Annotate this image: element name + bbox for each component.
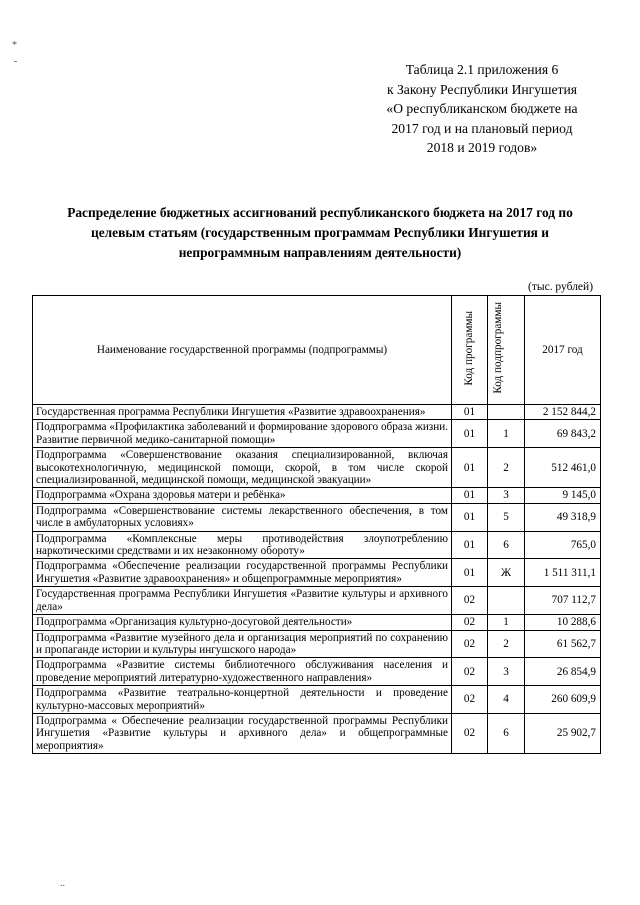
scan-mark-bottom: .. <box>60 878 65 889</box>
budget-table <box>32 295 601 754</box>
cell-program-code: 01 <box>452 420 488 448</box>
cell-amount: 25 902,7 <box>525 713 601 753</box>
cell-program-code: 02 <box>452 615 488 630</box>
cell-subprogram-code: 2 <box>488 630 525 658</box>
cell-subprogram-code: 4 <box>488 686 525 714</box>
cell-amount: 2 152 844,2 <box>525 405 601 420</box>
table-row <box>33 503 601 531</box>
table-row <box>33 658 601 686</box>
cell-subprogram-code: 3 <box>488 658 525 686</box>
cell-name: Подпрограмма «Охрана здоровья матери и ребёнка» <box>33 488 452 503</box>
cell-subprogram-code: 5 <box>488 503 525 531</box>
cell-name: Подпрограмма «Обеспечение реализации государственной программы Республики Ингушетия «Развитие здравоохранения» и общепрограммные мероприятия» <box>33 559 452 587</box>
cell-amount: 707 112,7 <box>525 587 601 615</box>
cell-program-code: 02 <box>452 713 488 753</box>
cell-program-code: 02 <box>452 587 488 615</box>
cell-amount: 26 854,9 <box>525 658 601 686</box>
law-reference-header <box>366 60 598 158</box>
table-row <box>33 713 601 753</box>
cell-program-code: 01 <box>452 448 488 488</box>
cell-name: Подпрограмма «Профилактика заболеваний и формирование здорового образа жизни. Развитие первичной медико-санитарной помощи» <box>33 420 452 448</box>
cell-amount: 69 843,2 <box>525 420 601 448</box>
cell-program-code: 01 <box>452 503 488 531</box>
table-row <box>33 686 601 714</box>
header-line: «О республиканском бюджете на <box>386 101 578 116</box>
table-row <box>33 615 601 630</box>
cell-program-code: 01 <box>452 405 488 420</box>
cell-amount: 1 511 311,1 <box>525 559 601 587</box>
cell-subprogram-code: 3 <box>488 488 525 503</box>
cell-subprogram-code: 6 <box>488 713 525 753</box>
cell-subprogram-code: 2 <box>488 448 525 488</box>
header-line: к Закону Республики Ингушетия <box>386 81 578 97</box>
cell-subprogram-code: Ж <box>488 559 525 587</box>
column-header-program-code <box>452 296 488 405</box>
table-row <box>33 448 601 488</box>
table-row <box>33 405 601 420</box>
cell-amount: 61 562,7 <box>525 630 601 658</box>
cell-program-code: 02 <box>452 686 488 714</box>
cell-program-code: 01 <box>452 559 488 587</box>
cell-program-code: 02 <box>452 630 488 658</box>
scan-mark-top-2: - <box>14 56 18 67</box>
table-header-row <box>33 296 601 405</box>
column-header-name: Наименование государственной программы (подпрограммы) <box>33 296 452 405</box>
cell-name: Подпрограмма «Организация культурно-досуговой деятельности» <box>33 615 452 630</box>
table-row <box>33 420 601 448</box>
cell-program-code: 01 <box>452 531 488 559</box>
scan-mark-top: * <box>12 40 17 51</box>
column-header-subprogram-code-label: Код подпрограммы <box>492 302 504 395</box>
cell-program-code: 01 <box>452 488 488 503</box>
table-row <box>33 559 601 587</box>
cell-subprogram-code <box>488 405 525 420</box>
cell-subprogram-code: 6 <box>488 531 525 559</box>
cell-name: Подпрограмма «Совершенствование системы лекарственного обеспечения, в том числе в амбулаторных условиях» <box>33 503 452 531</box>
cell-amount: 10 288,6 <box>525 615 601 630</box>
table-row <box>33 587 601 615</box>
cell-name: Подпрограмма «Совершенствование оказания специализированной, включая высокотехнологичную, медицинской помощи, скорой, в том числе скорой специализированной, медицинской помощи, медицинской эвакуации» <box>33 448 452 488</box>
cell-amount: 512 461,0 <box>525 448 601 488</box>
units-label: (тыс. рублей) <box>528 281 594 293</box>
table-row <box>33 488 601 503</box>
column-header-subprogram-code <box>488 296 525 405</box>
cell-amount: 9 145,0 <box>525 488 601 503</box>
table-row <box>33 630 601 658</box>
cell-name: Подпрограмма « Обеспечение реализации государственной программы Республики Ингушетия «Развитие культуры и архивного дела» и общепрограммные мероприятия» <box>33 713 452 753</box>
header-line: 2017 год и на плановый период <box>391 120 573 136</box>
cell-subprogram-code: 1 <box>488 420 525 448</box>
cell-name: Государственная программа Республики Ингушетия «Развитие здравоохранения» <box>33 405 452 420</box>
cell-name: Подпрограмма «Развитие музейного дела и организация мероприятий по сохранению и пропаганде истории и культуры ингушского народа» <box>33 630 452 658</box>
cell-subprogram-code: 1 <box>488 615 525 630</box>
header-line: Таблица 2.1 приложения 6 <box>405 62 559 77</box>
cell-amount: 765,0 <box>525 531 601 559</box>
cell-subprogram-code <box>488 587 525 615</box>
document-title: Распределение бюджетных ассигнований республиканского бюджета на 2017 год по целевым статьям (государственным программам Республики Ингушетия и непрограммным направлениям деятельности) <box>67 205 573 260</box>
cell-program-code: 02 <box>452 658 488 686</box>
cell-name: Подпрограмма «Развитие системы библиотечного обслуживания населения и проведение мероприятий литературно-художественного направления» <box>33 658 452 686</box>
cell-name: Подпрограмма «Комплексные меры противодействия злоупотреблению наркотическими средствами и их незаконному обороту» <box>33 531 452 559</box>
column-header-year: 2017 год <box>525 296 601 405</box>
table-row <box>33 531 601 559</box>
cell-amount: 49 318,9 <box>525 503 601 531</box>
column-header-program-code-label: Код программы <box>463 310 475 386</box>
header-line: 2018 и 2019 годов» <box>426 140 538 155</box>
cell-name: Подпрограмма «Развитие театрально-концертной деятельности и проведение культурно-массовых мероприятий» <box>33 686 452 714</box>
cell-name: Государственная программа Республики Ингушетия «Развитие культуры и архивного дела» <box>33 587 452 615</box>
cell-amount: 260 609,9 <box>525 686 601 714</box>
